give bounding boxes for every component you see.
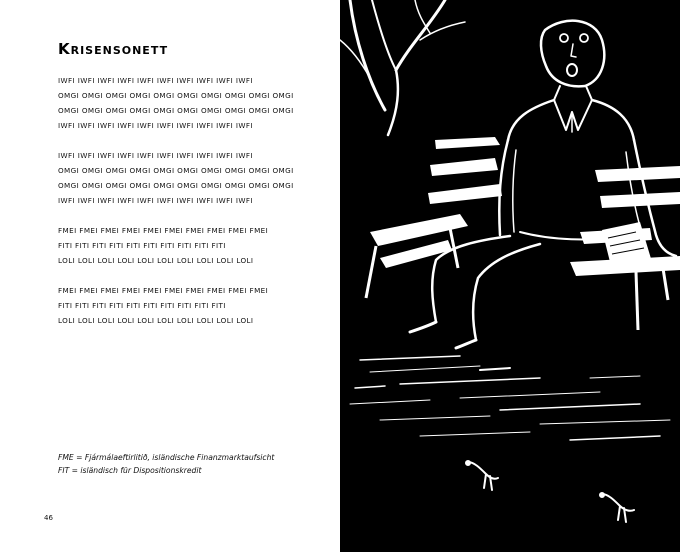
stanza-2	[58, 148, 294, 208]
stanza-4	[58, 283, 268, 328]
poem-line: IWFI IWFI IWFI IWFI IWFI IWFI IWFI IWFI IWFI IWFI	[58, 196, 253, 205]
poem-line: FMEI FMEI FMEI FMEI FMEI FMEI FMEI FMEI FMEI FMEI	[58, 286, 269, 295]
poem-line: LOLI LOLI LOLI LOLI LOLI LOLI LOLI LOLI LOLI LOLI	[58, 316, 254, 325]
poem-line: OMGI OMGI OMGI OMGI OMGI OMGI OMGI OMGI OMGI OMGI	[58, 181, 294, 190]
man-on-bench-illustration	[340, 0, 680, 552]
poem-line: OMGI OMGI OMGI OMGI OMGI OMGI OMGI OMGI OMGI OMGI	[58, 166, 294, 175]
poem-line: FMEI FMEI FMEI FMEI FMEI FMEI FMEI FMEI FMEI FMEI	[58, 226, 269, 235]
page-number: 46	[44, 514, 53, 522]
poem-line: IWFI IWFI IWFI IWFI IWFI IWFI IWFI IWFI IWFI IWFI	[58, 76, 253, 85]
stanza-1	[58, 73, 294, 133]
footnote-fme: FME = Fjármálaeftirlitið, isländische Finanzmarktaufsicht	[58, 453, 275, 462]
poem-line: LOLI LOLI LOLI LOLI LOLI LOLI LOLI LOLI LOLI LOLI	[58, 256, 254, 265]
poem-line: FITI FITI FITI FITI FITI FITI FITI FITI FITI FITI	[58, 241, 226, 250]
poem-title: Krisensonett	[58, 40, 169, 58]
poem-line: IWFI IWFI IWFI IWFI IWFI IWFI IWFI IWFI IWFI IWFI	[58, 121, 253, 130]
footnotes	[58, 452, 274, 477]
poem-line: IWFI IWFI IWFI IWFI IWFI IWFI IWFI IWFI IWFI IWFI	[58, 151, 253, 160]
woodcut-illustration	[340, 0, 680, 552]
poem-line: OMGI OMGI OMGI OMGI OMGI OMGI OMGI OMGI OMGI OMGI	[58, 106, 294, 115]
footnote-fit: FIT = isländisch für Dispositionskredit	[58, 465, 202, 475]
stanza-3	[58, 223, 268, 268]
poem-line: FITI FITI FITI FITI FITI FITI FITI FITI FITI FITI	[58, 301, 226, 310]
poem-line: OMGI OMGI OMGI OMGI OMGI OMGI OMGI OMGI OMGI OMGI	[58, 91, 294, 100]
